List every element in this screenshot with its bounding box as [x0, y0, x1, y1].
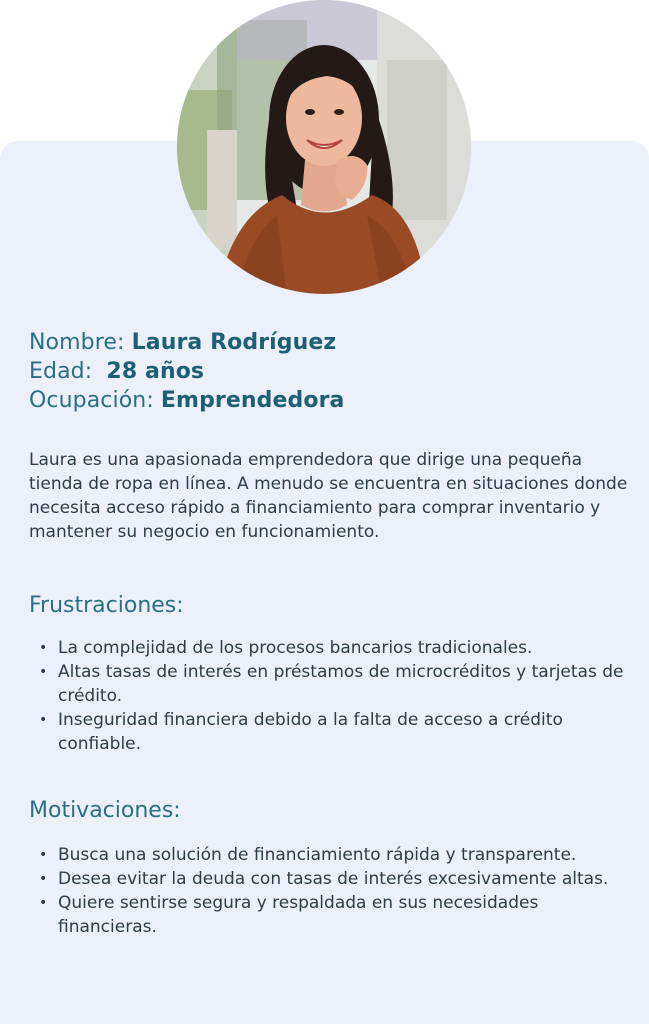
frustrations-list [29, 636, 629, 756]
list-item-text: Inseguridad financiera debido a la falta de acceso a crédito confiable. [58, 710, 563, 754]
motivations-list [29, 843, 629, 939]
list-item [29, 708, 629, 756]
bio-paragraph: Laura es una apasionada emprendedora que dirige una pequeña tienda de ropa en línea. A menudo se encuentra en situaciones donde necesita acceso rápido a financiamiento para comprar inventario y mantener su negocio en funcionamiento. [29, 450, 628, 542]
name-row [29, 328, 344, 357]
list-item-text: Busca una solución de financiamiento rápida y transparente. [58, 845, 577, 865]
list-item-text: Desea evitar la deuda con tasas de interés excesivamente altas. [58, 869, 609, 889]
avatar [177, 0, 471, 294]
bullet-icon: • [39, 847, 48, 863]
list-item [29, 636, 629, 660]
age-label: Edad: [29, 359, 93, 384]
list-item-text: La complejidad de los procesos bancarios tradicionales. [58, 638, 533, 658]
bullet-icon: • [39, 640, 48, 656]
name-value: Laura Rodríguez [131, 330, 337, 355]
list-item [29, 660, 629, 708]
occupation-label: Ocupación: [29, 388, 154, 413]
list-item-text: Quiere sentirse segura y respaldada en sus necesidades financieras. [58, 893, 539, 937]
profile-photo [177, 0, 471, 294]
profile-info [29, 328, 344, 415]
list-item-text: Altas tasas de interés en préstamos de microcréditos y tarjetas de crédito. [58, 662, 624, 706]
list-item [29, 891, 629, 939]
list-item [29, 843, 629, 867]
age-value: 28 años [106, 359, 205, 384]
age-row [29, 357, 344, 386]
frustrations-title: Frustraciones: [29, 593, 184, 618]
bullet-icon: • [39, 664, 48, 680]
bullet-icon: • [39, 895, 48, 911]
motivations-title: Motivaciones: [29, 798, 181, 823]
name-label: Nombre: [29, 330, 125, 355]
occupation-row [29, 386, 344, 415]
bullet-icon: • [39, 871, 48, 887]
occupation-value: Emprendedora [160, 388, 345, 413]
bullet-icon: • [39, 712, 48, 728]
list-item [29, 867, 629, 891]
